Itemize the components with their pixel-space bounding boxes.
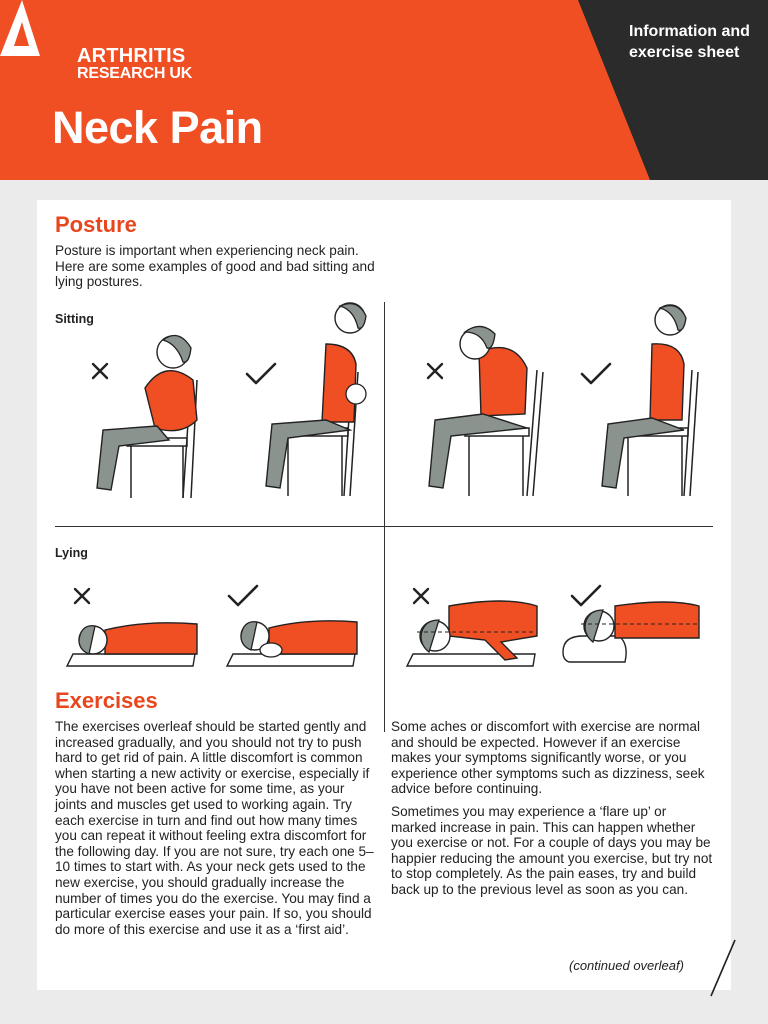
posture-intro: Posture is important when experiencing neck pain. Here are some examples of good and bad sitting and lying postures. xyxy=(55,243,375,290)
exercises-right-paragraph-2: Sometimes you may experience a ‘flare up’ or marked increase in pain. This can happen whether you exercise or not. For a couple of days you may be happier reducing the amount you exercise, but try not to stop completely. As the pain eases, try and build back up to the previous level as soon as you can. xyxy=(391,803,713,897)
check-icon xyxy=(227,584,259,608)
upright-sitting-figure xyxy=(572,300,707,500)
lying-label: Lying xyxy=(55,546,88,560)
header-banner xyxy=(0,0,768,180)
cross-icon xyxy=(73,587,91,605)
sheet-type: Information and exercise sheet xyxy=(629,23,750,61)
exercises-right-column xyxy=(391,719,713,905)
slouched-sitting-figure xyxy=(85,318,220,503)
page-title: Neck Pain xyxy=(52,102,263,153)
side-lying-no-pillow-figure xyxy=(405,596,540,670)
lying-no-support-figure xyxy=(65,608,200,670)
posture-heading: Posture xyxy=(55,212,137,237)
logo-line2: RESEARCH UK xyxy=(77,65,193,82)
vertical-divider xyxy=(384,302,385,732)
continued-overleaf-note: (continued overleaf) xyxy=(569,958,684,973)
logo-line1: ARTHRITIS xyxy=(77,45,186,67)
exercises-heading: Exercises xyxy=(55,688,158,713)
hunched-sitting-figure xyxy=(409,310,554,500)
page-corner-line xyxy=(707,938,737,998)
horizontal-divider xyxy=(55,526,713,527)
exercises-left-paragraph: The exercises overleaf should be started gently and increased gradually, and you should not try to push hard to get rid of pain. A little discomfort is common when starting a new activity or exercise, especially if you have not been active for some time, as your joints and muscles get used to working again. Try each exercise in turn and find out how many times you can repeat it without feeling extra discomfort for the following day. If you are not sure, try each one 5–10 times to start with. As your neck gets used to the new exercise, you should gradually increase the number of times you do the exercise. You may find a particular exercise eases your pain. If so, you should do more of this exercise and use it as a ‘first aid’. xyxy=(55,719,374,937)
sitting-label: Sitting xyxy=(55,312,94,326)
exercises-right-paragraph-1: Some aches or discomfort with exercise are normal and should be expected. However if an exercise makes your symptoms significantly worse, or you experience other symptoms such as dizziness, seek advice before continuing. xyxy=(391,719,705,797)
content-card xyxy=(37,200,731,990)
good-sitting-figure xyxy=(242,300,377,500)
logo xyxy=(77,47,192,83)
side-lying-pillow-figure xyxy=(559,596,704,670)
logo-triangle-icon xyxy=(0,0,40,56)
lying-neck-roll-figure xyxy=(225,608,360,670)
